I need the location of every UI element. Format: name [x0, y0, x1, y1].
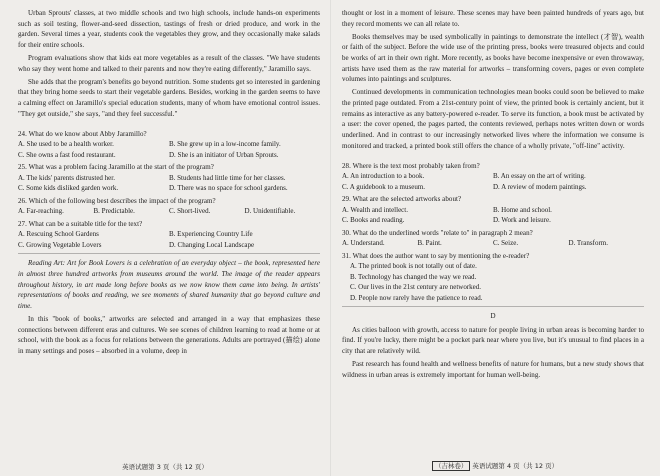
right-page: [330, 0, 660, 476]
section-c-paragraph-2: In this "book of books," artworks are selected and arranged in a way that emphasizes these connections between different eras and cultures. We see scenes of children learning to read at home or at school, with the book as a focus for relations between the generations. Adults are portrayed (描绘) alone in many settings and poses – absorbed in a volume, deep in: [18, 314, 320, 355]
question-29-text: What are the selected artworks about?: [352, 195, 462, 204]
right-paragraph-2: Books themselves may be used symbolically in paintings to demonstrate the intellect (才智), wealth or faith of the subject. Before the wide use of the printing press, books were treasured objects and could be works of art in their own right. More recently, as books have become inexpensive or even throwaway, artists have used them as the raw material for artworks – transforming covers, pages or even complete volumes into paintings and sculptures.: [342, 32, 644, 84]
option-c[interactable]: C. Books and reading.: [342, 216, 405, 225]
question-25-options: [18, 173, 320, 184]
question-30-text: What do the underlined words "relate to" in paragraph 2 mean?: [352, 228, 533, 237]
question-24-text: What do we know about Abby Jaramillo?: [28, 129, 147, 138]
question-27-options: [18, 229, 320, 240]
right-page-footer-badge: （吉林卷）: [432, 461, 471, 471]
section-d-paragraph-1: As cities balloon with growth, access to nature for people living in urban areas is becoming harder to find. If you're lucky, there might be a pocket park near where you live, but it's unusual to find places in a city that are relatively wild.: [342, 325, 644, 355]
question-29-number: 29.: [342, 195, 351, 204]
option-a[interactable]: A. Rescuing School Gardens: [18, 230, 99, 239]
question-31-stem: [342, 251, 644, 262]
question-26-number: 26.: [18, 196, 27, 205]
question-24-options: [18, 139, 320, 150]
question-29-stem: [342, 194, 644, 205]
option-b[interactable]: B. Experiencing Country Life: [169, 230, 253, 239]
question-28-options-2: [342, 182, 644, 193]
left-paragraph-2: Program evaluations show that kids eat more vegetables as a result of the classes. "We have students who say they went home and talked to their parents and now they're eating differently," Jaramillo says.: [18, 54, 320, 73]
question-28-stem: [342, 161, 644, 172]
option-c[interactable]: C. Our lives in the 21st century are networked.: [350, 283, 482, 292]
question-24-stem: [18, 129, 320, 140]
option-c[interactable]: C. Growing Vegetable Lovers: [18, 240, 102, 249]
option-c[interactable]: C. Seize.: [493, 239, 519, 248]
spacer: [342, 154, 644, 159]
question-31: [342, 251, 644, 304]
question-29-options: [342, 205, 644, 216]
left-paragraph-1: Urban Sprouts' classes, at two middle schools and two high schools, include hands-on experiments such as soil testing, flower-and-seed dissection, tastings of fresh or dried produce, and work in the garden. Several times a year, students cook the vegetables they grow, and they occasionally make salads for their entire schools.: [18, 9, 320, 49]
section-d-label: D: [490, 312, 496, 321]
question-25-text: What was a problem facing Jaramillo at the start of the program?: [28, 163, 214, 172]
question-26: [18, 196, 320, 217]
option-d[interactable]: D. A review of modern paintings.: [493, 182, 587, 191]
option-a[interactable]: A. Understand.: [342, 239, 385, 248]
left-paragraph-3: She adds that the program's benefits go beyond nutrition. Some students get so interested in gardening that they bring home seeds to start their vegetable gardens. Besides, working in the garden seems to have a calming effect on Jaramillo's special education students, many of whom have emotional control issues. "They get outside," she says, "and they feel successful.": [18, 77, 320, 118]
question-25-options-2: [18, 183, 320, 194]
option-b[interactable]: B. Predictable.: [93, 207, 135, 216]
question-29-options-2: [342, 215, 644, 226]
option-d[interactable]: D. People now rarely have the patience to read.: [350, 293, 483, 302]
question-28-text: Where is the text most probably taken from?: [352, 161, 480, 170]
question-25: [18, 162, 320, 194]
section-c-paragraph-1: Reading Art: Art for Book Lovers is a celebration of an everyday object – the book, represented here in almost three hundred artworks from museums around the world. The image of the reader appears throughout history, in art made long before books as we now know them came into being. In artists' representations of books and reading, we see moments of shared humanity that go beyond culture and time.: [18, 259, 320, 310]
option-d[interactable]: D. Work and leisure.: [493, 216, 551, 225]
question-24: [18, 129, 320, 161]
left-page-footer-label: 英语试题第 3 页（共 12 页）: [122, 463, 208, 471]
option-d[interactable]: D. There was no space for school gardens.: [169, 184, 288, 193]
option-c[interactable]: C. Some kids disliked garden work.: [18, 184, 119, 193]
option-b[interactable]: B. Paint.: [417, 239, 442, 248]
section-divider: [342, 306, 644, 307]
question-28: [342, 161, 644, 193]
question-29: [342, 194, 644, 226]
question-27: [18, 219, 320, 251]
question-31-options: [342, 261, 644, 303]
option-a[interactable]: A. She used to be a health worker.: [18, 140, 114, 149]
option-b[interactable]: B. Home and school.: [493, 205, 552, 214]
option-b[interactable]: B. Students had little time for her classes.: [169, 173, 286, 182]
option-d[interactable]: D. Unidentifiable.: [244, 207, 296, 216]
option-a[interactable]: A. An introduction to a book.: [342, 172, 425, 181]
question-26-options: [18, 206, 320, 217]
question-31-text: What does the author want to say by mentioning the e-reader?: [352, 251, 530, 260]
section-divider: [18, 253, 320, 254]
question-27-options-2: [18, 240, 320, 251]
question-30-number: 30.: [342, 228, 351, 237]
question-27-text: What can be a suitable title for the text?: [28, 219, 143, 228]
page-gutter: [330, 0, 331, 476]
question-28-number: 28.: [342, 161, 351, 170]
question-30: [342, 228, 644, 249]
question-30-stem: [342, 228, 644, 239]
section-d-paragraph-2: Past research has found health and wellness benefits of nature for humans, but a new study shows that wildness in urban areas is extremely important for human well-being.: [342, 360, 644, 379]
question-30-options: [342, 238, 644, 249]
question-27-stem: [18, 219, 320, 230]
question-25-stem: [18, 162, 320, 173]
question-25-number: 25.: [18, 163, 27, 172]
spacer: [18, 122, 320, 127]
option-d[interactable]: D. Changing Local Landscape: [169, 240, 255, 249]
right-paragraph-3: Continued developments in communication technologies mean books could soon be believed to make the printed page outdated. From a 21st-century point of view, the printed book is certainly ancient, but it remains as interactive as any battery-powered e-reader. To serve its function, a book must be activated by a user: the cover opened, the pages parted, the contents reviewed, perhaps notes written down or words underlined. And in contrast to our increasingly networked lives where the information we consume is monitored and tracked, a printed book still offers the chance of a wholly private, "off-line" activity.: [342, 88, 644, 150]
question-24-number: 24.: [18, 129, 27, 138]
question-26-stem: [18, 196, 320, 207]
option-a[interactable]: A. The kids' parents distrusted her.: [18, 173, 115, 182]
question-28-options: [342, 171, 644, 182]
left-page-footer: [0, 462, 330, 471]
option-c[interactable]: C. Short-lived.: [169, 207, 211, 216]
question-31-number: 31.: [342, 251, 351, 260]
option-d[interactable]: D. Transform.: [568, 239, 608, 248]
option-c[interactable]: C. A guidebook to a museum.: [342, 182, 426, 191]
right-page-footer-label: 英语试题第 4 页（共 12 页）: [472, 461, 559, 470]
right-paragraph-1: thought or lost in a moment of leisure. These scenes may have been painted hundreds of years ago, but they record moments we can all relate to.: [342, 9, 644, 28]
question-26-text: Which of the following best describes the impact of the program?: [28, 196, 216, 205]
option-b[interactable]: B. An essay on the art of writing.: [493, 172, 586, 181]
option-a[interactable]: A. Far-reaching.: [18, 207, 64, 216]
question-24-options-2: [18, 150, 320, 161]
option-b[interactable]: B. She grew up in a low-income family.: [169, 140, 281, 149]
option-c[interactable]: C. She owns a fast food restaurant.: [18, 150, 116, 159]
right-page-footer: [330, 461, 660, 471]
question-27-number: 27.: [18, 219, 27, 228]
option-b[interactable]: B. Technology has changed the way we read.: [350, 272, 477, 281]
option-a[interactable]: A. Wealth and intellect.: [342, 205, 408, 214]
option-d[interactable]: D. She is an initiator of Urban Sprouts.: [169, 150, 279, 159]
option-a[interactable]: A. The printed book is not totally out of date.: [350, 262, 477, 271]
